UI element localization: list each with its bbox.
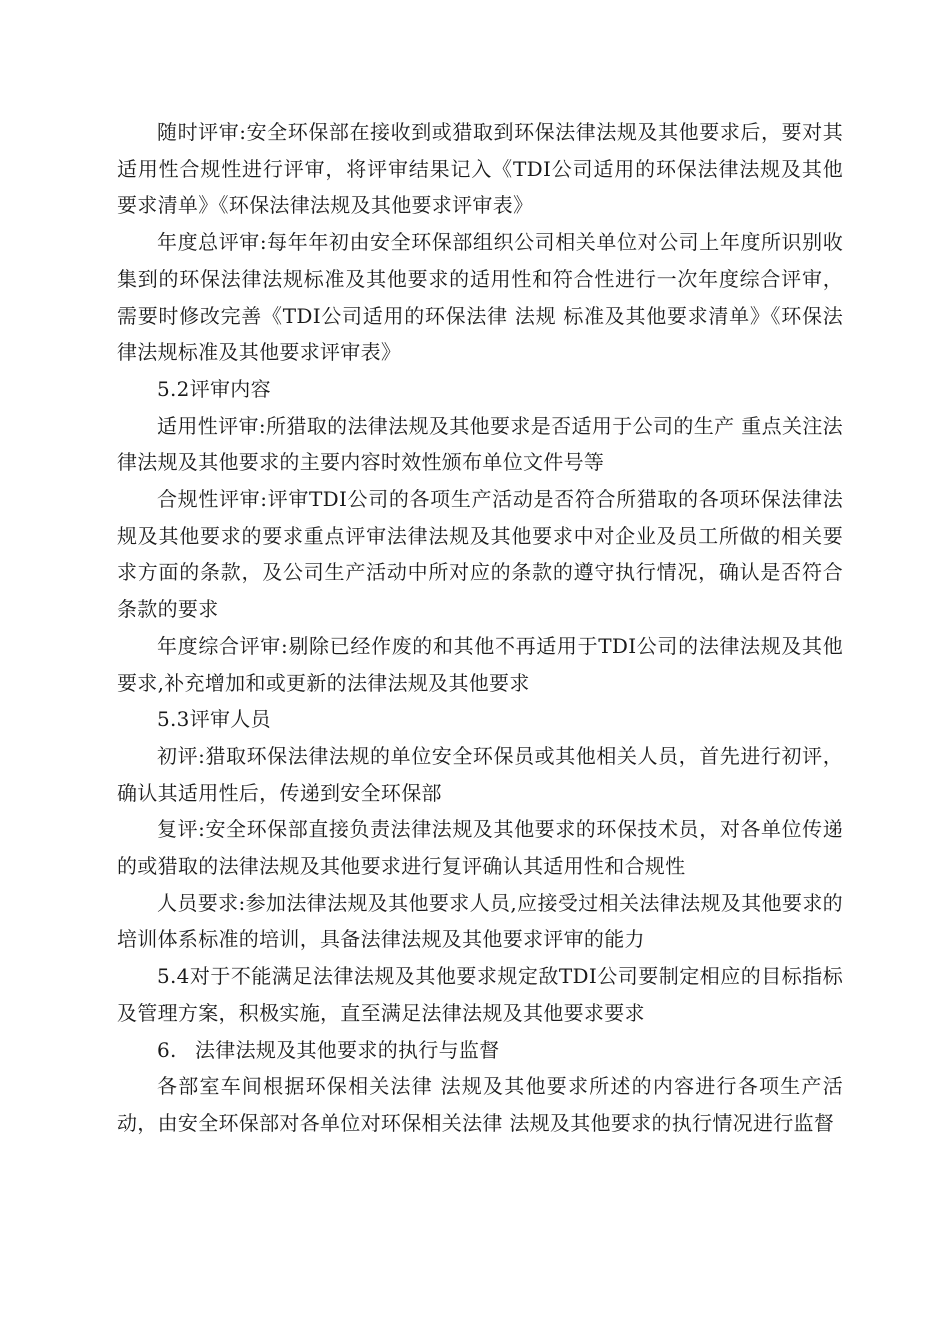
paragraph-personnel-requirements: 人员要求:参加法律法规及其他要求人员,应接受过相关法律法规及其他要求的培训体系标准的培训，具备法律法规及其他要求评审的能力 [117,890,843,952]
heading-5-2: 5.2评审内容 [157,376,271,401]
paragraph-compliance-review: 合规性评审:评审TDI公司的各项生产活动是否符合所猎取的各项环保法律法规及其他要求的要求重点评审法律法规及其他要求中对企业及员工所做的相关要求方面的条款，及公司生产活动中所对应的条款的遵守执行情况，确认是否符合条款的要求 [117,487,843,622]
document-page [117,114,843,1142]
heading-section-6 [117,1032,843,1069]
section-6-title: 法律法规及其他要求的执行与监督 [195,1037,500,1062]
paragraph-annual-review: 年度总评审:每年年初由安全环保部组织公司相关单位对公司上年度所识别收集到的环保法律法规标准及其他要求的适用性和符合性进行一次年度综合评审，需要时修改完善《TDI公司适用的环保法律 法规 标准及其他要求清单》《环保法律法规标准及其他要求评审表》 [117,230,843,365]
heading-5-3: 5.3评审人员 [157,707,271,732]
paragraph-ad-hoc-review: 随时评审:安全环保部在接收到或猎取到环保法律法规及其他要求后，要对其适用性合规性进行评审，将评审结果记入《TDI公司适用的环保法律法规及其他要求清单》《环保法律法规及其他要求评审表》 [117,120,843,218]
section-6-number: 6. [157,1037,177,1062]
paragraph-second-review: 复评:安全环保部直接负责法律法规及其他要求的环保技术员，对各单位传递的或猎取的法律法规及其他要求进行复评确认其适用性和合规性 [117,817,843,879]
paragraph-applicability-review: 适用性评审:所猎取的法律法规及其他要求是否适用于公司的生产 重点关注法律法规及其他要求的主要内容时效性颁布单位文件号等 [117,413,843,475]
paragraph-initial-review: 初评:猎取环保法律法规的单位安全环保员或其他相关人员，首先进行初评，确认其适用性后，传递到安全环保部 [117,743,843,805]
paragraph-annual-comprehensive-review: 年度综合评审:剔除已经作废的和其他不再适用于TDI公司的法律法规及其他要求,补充增加和或更新的法律法规及其他要求 [117,633,843,695]
paragraph-execution-supervision: 各部室车间根据环保相关法律 法规及其他要求所述的内容进行各项生产活动，由安全环保部对各单位对环保相关法律 法规及其他要求的执行情况进行监督 [117,1074,843,1135]
paragraph-5-4: 5.4对于不能满足法律法规及其他要求规定敌TDI公司要制定相应的目标指标及管理方案，积极实施，直至满足法律法规及其他要求要求 [117,964,843,1025]
